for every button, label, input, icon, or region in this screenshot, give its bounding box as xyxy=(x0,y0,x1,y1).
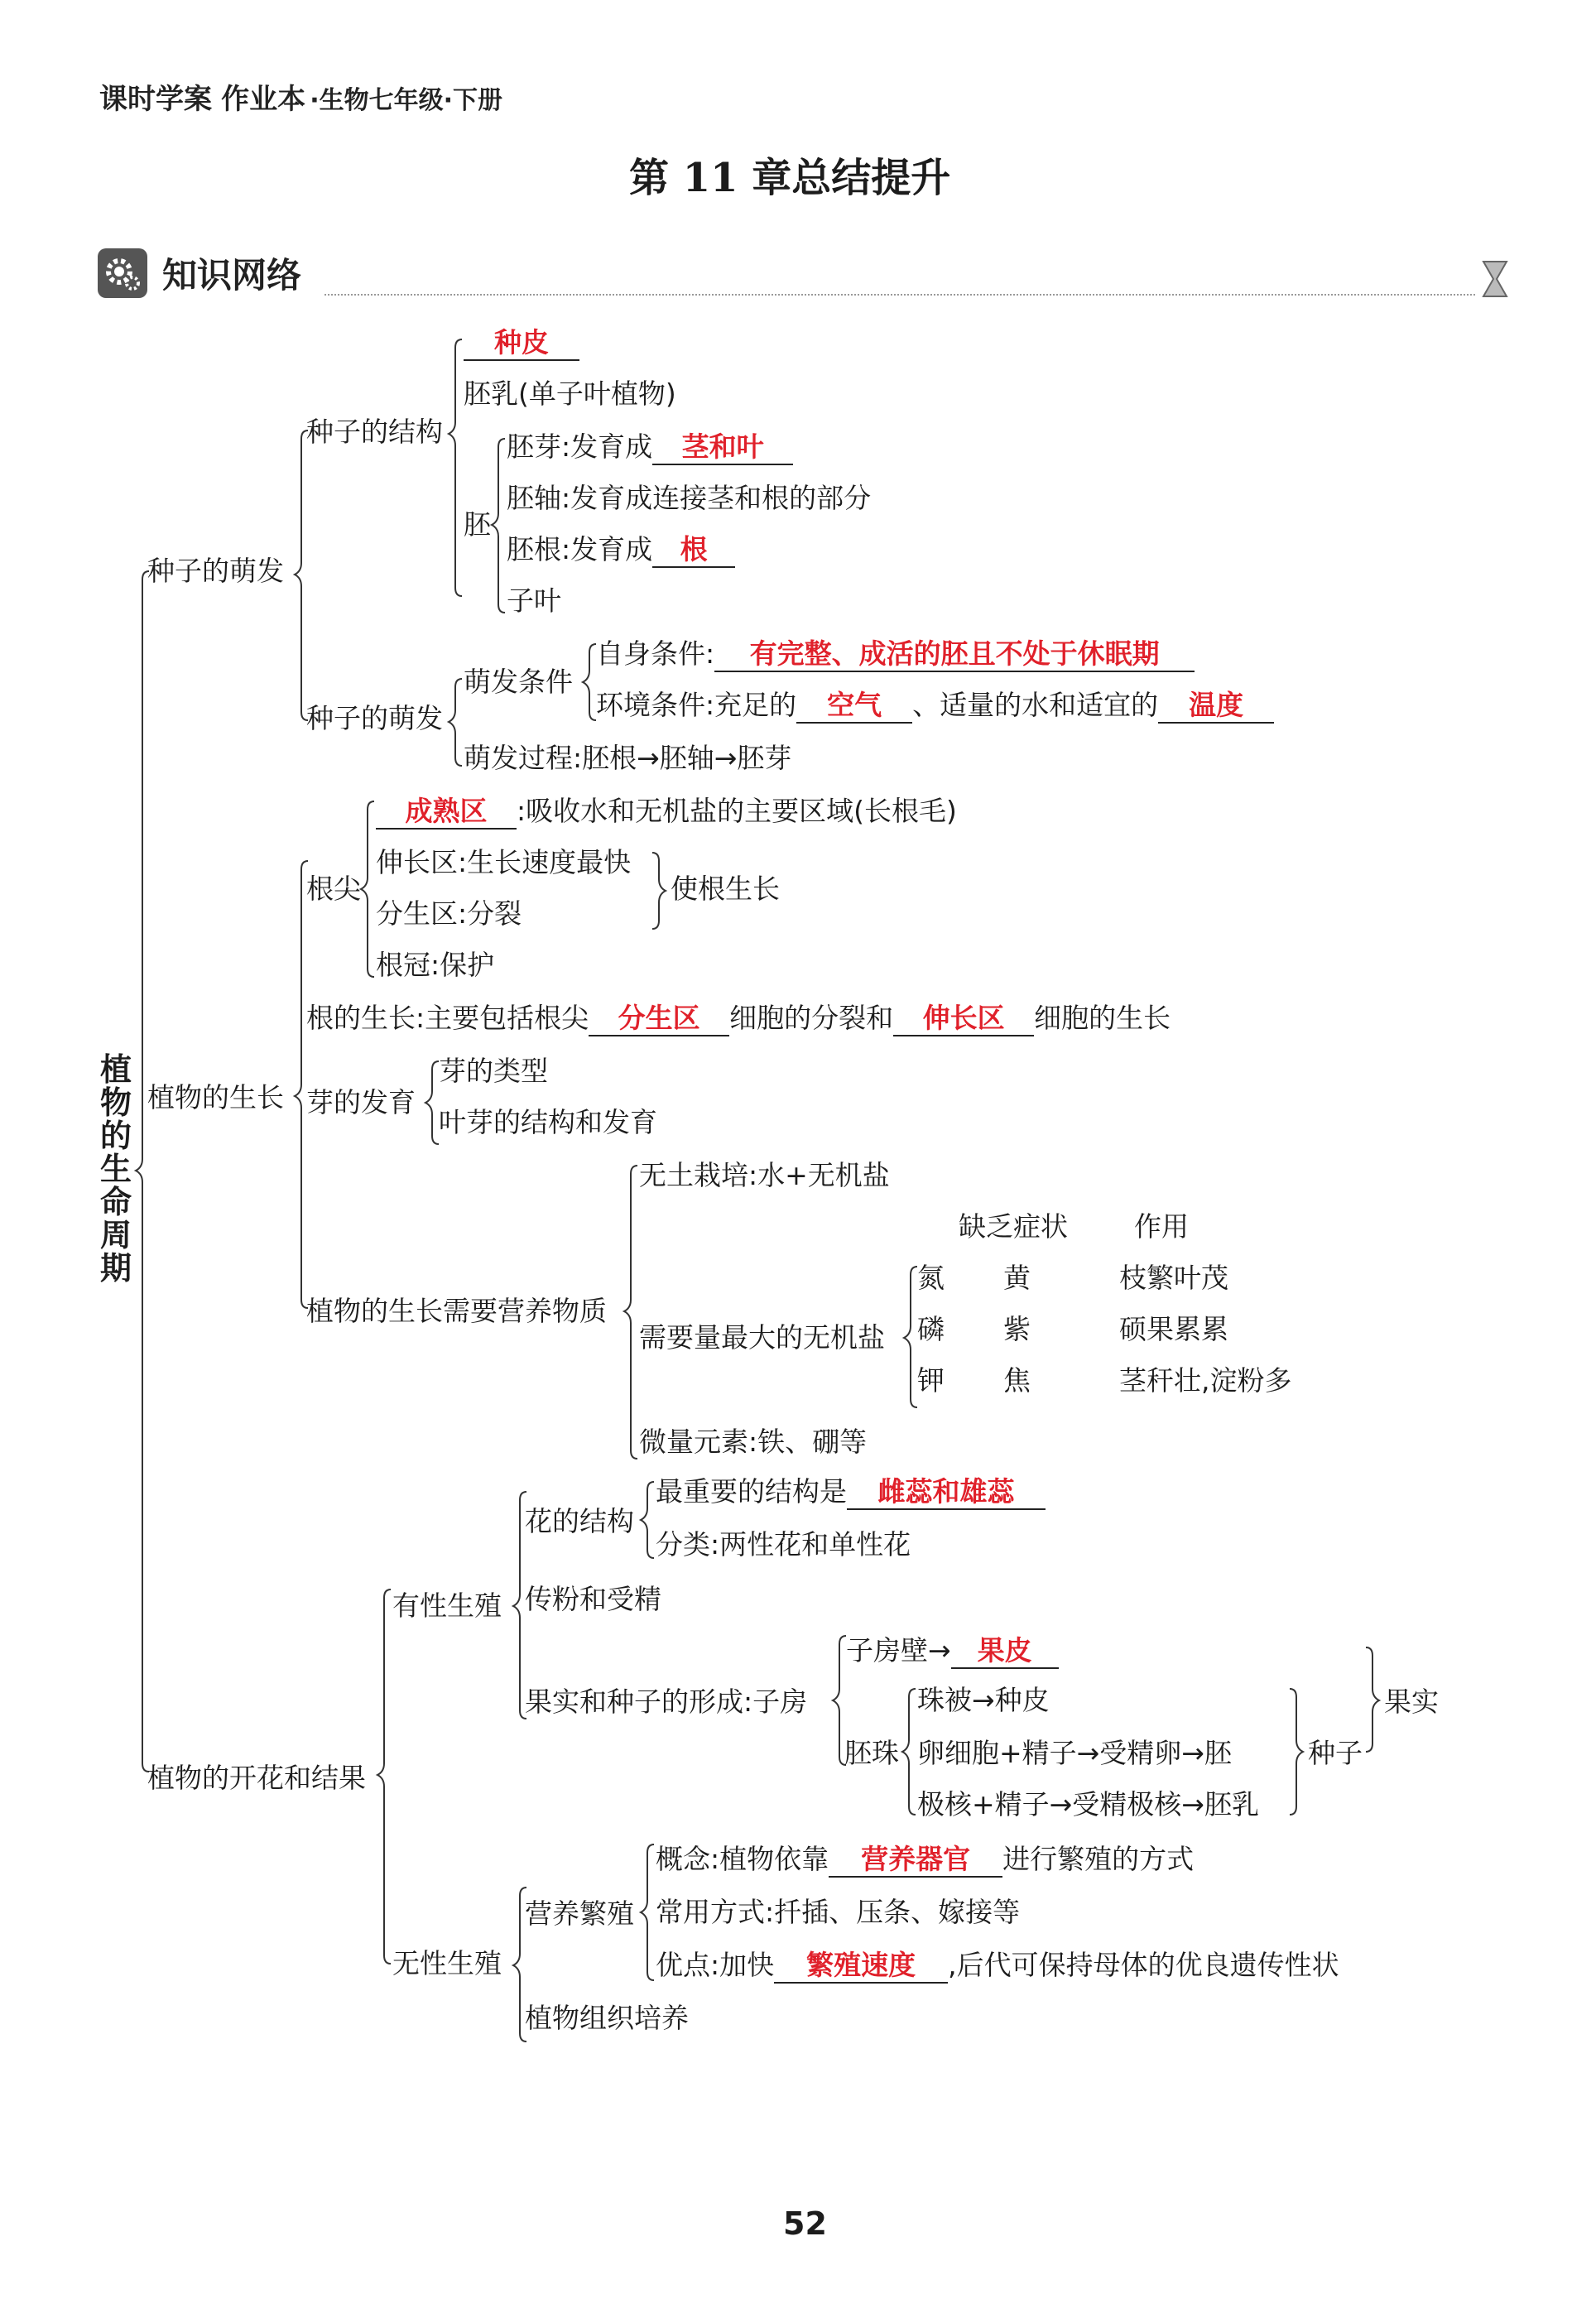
ovary-wall-answer: 果皮 xyxy=(951,1634,1059,1669)
node-max-minerals: 需要量最大的无机盐 xyxy=(639,1321,885,1354)
mineral-name: 氮 xyxy=(917,1262,945,1294)
flower-classify: 分类:两性花和单性花 xyxy=(656,1528,911,1561)
bracket-fruit-close xyxy=(1366,1647,1379,1752)
pollination: 传粉和受精 xyxy=(525,1583,661,1615)
bracket-structure xyxy=(449,339,462,596)
node-embryo: 胚 xyxy=(464,508,491,541)
fruit-result: 果实 xyxy=(1384,1686,1439,1718)
endosperm: 胚乳(单子叶植物) xyxy=(464,378,676,410)
bracket-grow xyxy=(652,853,666,929)
ovary-wall-text: 子房壁→ xyxy=(846,1634,951,1666)
seed-coat-answer: 种皮 xyxy=(464,326,579,361)
col-function: 作用 xyxy=(1134,1210,1189,1243)
propagation-methods: 常用方式:扦插、压条、嫁接等 xyxy=(656,1896,1021,1928)
book-series: 作业本 xyxy=(221,83,306,116)
bracket-root-tip xyxy=(361,801,374,977)
node-germination: 种子的萌发 xyxy=(306,702,443,734)
node-seed-structure: 种子的结构 xyxy=(306,416,443,448)
leaf-bud: 叶芽的结构和发育 xyxy=(439,1106,657,1138)
radicle-row xyxy=(507,533,735,568)
mineral-name: 磷 xyxy=(917,1313,945,1345)
bracket-flower xyxy=(377,1589,391,1964)
mature-zone-answer: 成熟区 xyxy=(376,795,517,830)
bracket-minerals xyxy=(904,1267,917,1407)
advantage-post: ,后代可保持母体的优良遗传性状 xyxy=(948,1949,1339,1981)
root-growth-answer-meristem: 分生区 xyxy=(589,1002,729,1036)
self-condition-text: 自身条件: xyxy=(596,637,715,670)
mature-zone-row xyxy=(376,795,957,830)
radicle-answer: 根 xyxy=(652,533,735,568)
cotyledon: 子叶 xyxy=(507,584,561,617)
hypocotyl: 胚轴:发育成连接茎和根的部分 xyxy=(507,482,872,514)
meristem-zone: 分生区:分裂 xyxy=(376,897,522,930)
env-condition-text: 环境条件:充足的 xyxy=(596,689,797,721)
mineral-row xyxy=(917,1313,1228,1346)
key-structure-text: 最重要的结构是 xyxy=(656,1475,847,1508)
bracket-ovule xyxy=(902,1689,916,1815)
mineral-symptom: 黄 xyxy=(1003,1262,1031,1294)
book-subject: ·生物七年级·下册 xyxy=(310,86,502,115)
node-plant-growth: 植物的生长 xyxy=(147,1081,284,1113)
seed-result: 种子 xyxy=(1308,1737,1363,1769)
key-structure-row xyxy=(656,1475,1046,1510)
root-growth-mid: 细胞的分裂和 xyxy=(729,1002,894,1034)
node-nutrients: 植物的生长需要营养物质 xyxy=(306,1295,607,1327)
node-vegetative: 营养繁殖 xyxy=(525,1897,634,1930)
bracket-embryo xyxy=(492,439,505,613)
bracket-seed-close xyxy=(1290,1689,1303,1815)
self-condition-row xyxy=(596,637,1195,672)
mineral-function: 枝繁叶茂 xyxy=(1119,1262,1228,1294)
root-growth-answer-elongation: 伸长区 xyxy=(893,1002,1034,1036)
root-growth-post: 细胞的生长 xyxy=(1034,1002,1171,1034)
plumule-text: 胚芽:发育成 xyxy=(507,430,653,463)
trace-elements: 微量元素:铁、硼等 xyxy=(639,1426,868,1458)
concept-row xyxy=(656,1843,1194,1878)
plumule-row xyxy=(507,430,793,465)
node-flower-fruit: 植物的开花和结果 xyxy=(147,1762,366,1794)
mineral-row xyxy=(917,1364,1292,1397)
bracket-vegetative xyxy=(641,1844,654,1980)
makes-root-grow: 使根生长 xyxy=(671,873,780,905)
elongation-zone: 伸长区:生长速度最快 xyxy=(376,846,632,878)
bracket-flower-structure xyxy=(641,1482,654,1558)
bracket-growth xyxy=(295,861,308,1308)
page-number: 52 xyxy=(783,2205,827,2242)
root-cap: 根冠:保护 xyxy=(376,949,495,981)
env-answer-temp: 温度 xyxy=(1158,689,1274,724)
advantage-row xyxy=(656,1949,1339,1984)
key-structure-answer: 雌蕊和雄蕊 xyxy=(847,1475,1046,1510)
bracket-seed xyxy=(295,430,308,720)
egg-cell: 卵细胞+精子→受精卵→胚 xyxy=(917,1737,1232,1769)
col-symptom: 缺乏症状 xyxy=(959,1210,1068,1243)
root-growth-text: 根的生长:主要包括根尖 xyxy=(306,1002,589,1034)
node-seed-germination: 种子的萌发 xyxy=(147,555,284,587)
plumule-answer: 茎和叶 xyxy=(652,430,793,465)
mature-zone-text: :吸收水和无机盐的主要区域(长根毛) xyxy=(517,795,957,827)
ovary-wall-row xyxy=(846,1634,1059,1669)
concept-text: 概念:植物依靠 xyxy=(656,1843,829,1875)
env-condition-mid: 、适量的水和适宜的 xyxy=(912,689,1159,721)
node-asexual: 无性生殖 xyxy=(392,1947,502,1979)
node-ovule: 胚珠 xyxy=(844,1737,899,1769)
germination-process: 萌发过程:胚根→胚轴→胚芽 xyxy=(464,742,792,774)
bud-types: 芽的类型 xyxy=(439,1055,548,1087)
advantage-text: 优点:加快 xyxy=(656,1949,775,1981)
node-conditions: 萌发条件 xyxy=(464,666,573,698)
node-sexual: 有性生殖 xyxy=(392,1589,502,1622)
env-answer-air: 空气 xyxy=(796,689,912,724)
self-condition-answer: 有完整、成活的胚且不处于休眠期 xyxy=(714,637,1195,672)
bracket-nutrients xyxy=(624,1166,637,1459)
soilless-culture: 无土栽培:水+无机盐 xyxy=(639,1159,890,1191)
root-growth-row xyxy=(306,1002,1171,1036)
tissue-culture: 植物组织培养 xyxy=(525,2002,689,2034)
bracket-conditions xyxy=(583,644,596,720)
bracket-germination xyxy=(449,679,462,766)
section-label: 知识网络 xyxy=(162,255,302,296)
mineral-row xyxy=(917,1262,1228,1295)
polar-nuclei: 极核+精子→受精极核→胚乳 xyxy=(917,1788,1259,1820)
mineral-symptom: 焦 xyxy=(1003,1364,1031,1397)
bracket-bud xyxy=(425,1061,439,1144)
bracket-main xyxy=(136,571,149,1772)
fruit-formation: 果实和种子的形成:子房 xyxy=(525,1686,808,1718)
concept-answer: 营养器官 xyxy=(829,1843,1002,1878)
side-title: 植物的生命周期 xyxy=(99,1051,132,1286)
node-bud: 芽的发育 xyxy=(306,1086,416,1118)
env-condition-row xyxy=(596,689,1274,724)
radicle-text: 胚根:发育成 xyxy=(507,533,653,565)
mineral-symptom: 紫 xyxy=(1003,1313,1031,1345)
node-root-tip: 根尖 xyxy=(306,873,361,905)
integument: 珠被→种皮 xyxy=(917,1684,1050,1716)
mineral-function: 硕果累累 xyxy=(1119,1313,1228,1345)
book-name: 课时学案 xyxy=(99,83,212,116)
mineral-function: 茎秆壮,淀粉多 xyxy=(1119,1364,1292,1397)
node-flower-structure: 花的结构 xyxy=(525,1505,634,1537)
advantage-answer: 繁殖速度 xyxy=(774,1949,948,1984)
seed-coat-row xyxy=(464,326,579,361)
page-title: 第 11 章总结提升 xyxy=(629,155,951,201)
concept-post: 进行繁殖的方式 xyxy=(1002,1843,1195,1875)
mineral-name: 钾 xyxy=(917,1364,945,1397)
